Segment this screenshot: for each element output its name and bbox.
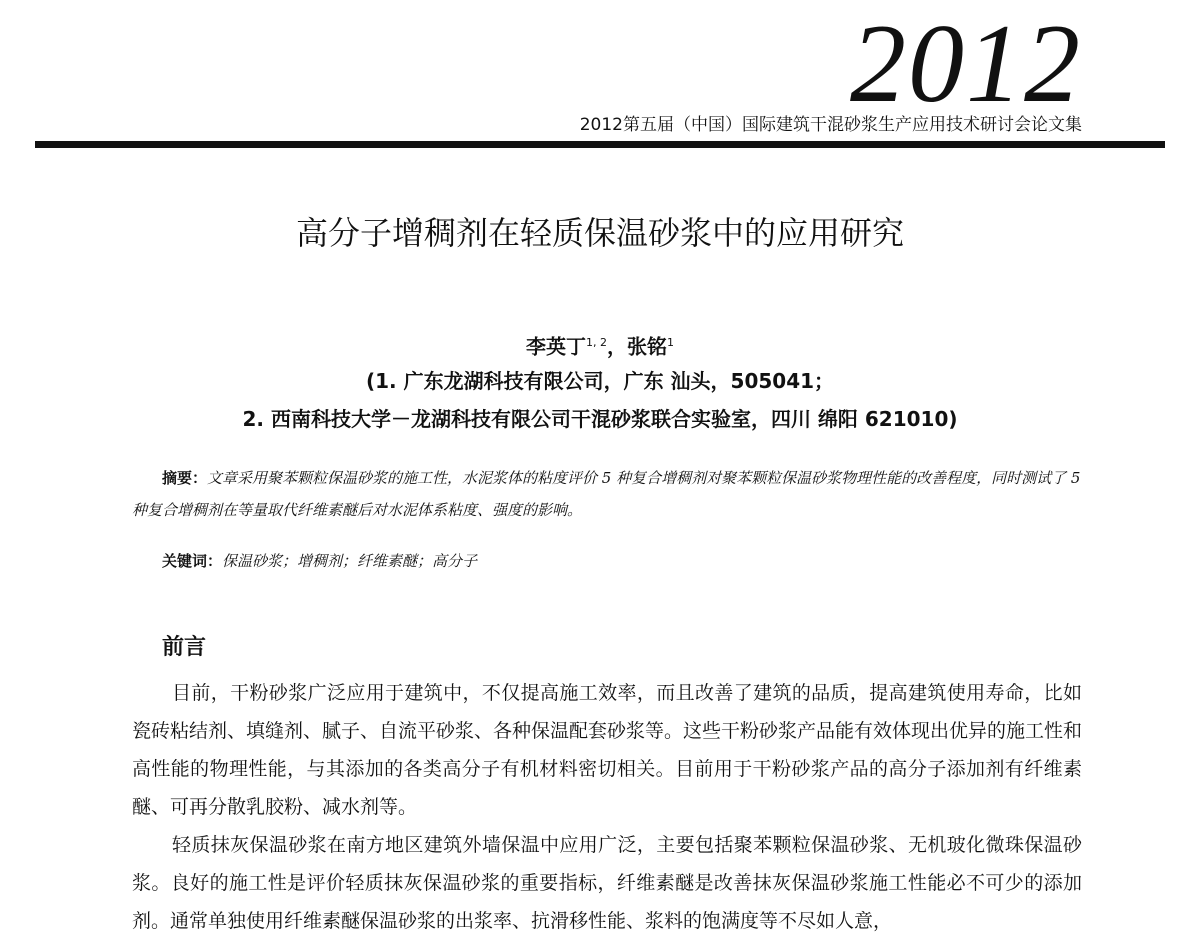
author-1-affiliation-mark: 1, 2: [586, 336, 607, 349]
affiliation-2: 2. 西南科技大学－龙湖科技有限公司干混砂浆联合实验室，四川 绵阳 621010): [242, 407, 958, 431]
section-heading-preface: 前言: [162, 635, 207, 660]
abstract-text: 文章采用聚苯颗粒保温砂浆的施工性，水泥浆体的粘度评价 5 种复合增稠剂对聚苯颗粒保温砂浆物理性能的改善程度，同时测试了 5 种复合增稠剂在等量取代纤维素醚后对水泥体系粘度、强度的影响。: [132, 469, 1081, 519]
author-2-affiliation-mark: 1: [667, 336, 674, 349]
body-paragraph-1: 目前，干粉砂浆广泛应用于建筑中，不仅提高施工效率，而且改善了建筑的品质，提高建筑使用寿命，比如瓷砖粘结剂、填缝剂、腻子、自流平砂浆、各种保温配套砂浆等。这些干粉砂浆产品能有效体现出优异的施工性和高性能的物理性能，与其添加的各类高分子有机材料密切相关。目前用于干粉砂浆产品的高分子添加剂有纤维素醚、可再分散乳胶粉、减水剂等。: [132, 682, 1083, 818]
abstract: [132, 462, 1082, 526]
author-1-name: 李英丁: [526, 334, 586, 359]
body-paragraph-2: 轻质抹灰保温砂浆在南方地区建筑外墙保温中应用广泛，主要包括聚苯颗粒保温砂浆、无机玻化微珠保温砂浆。良好的施工性是评价轻质抹灰保温砂浆的重要指标，纤维素醚是改善抹灰保温砂浆施工性能必不可少的添加剂。通常单独使用纤维素醚保温砂浆的出浆率、抗滑移性能、浆料的饱满度等不尽如人意，: [132, 834, 1082, 932]
paper-title: 高分子增稠剂在轻质保温砂浆中的应用研究: [295, 214, 904, 252]
keywords-text: 保温砂浆；增稠剂；纤维素醚；高分子: [222, 552, 478, 570]
author-separator: ，: [607, 334, 627, 359]
header-rule: [35, 141, 1165, 148]
keywords: [162, 549, 477, 573]
keywords-label: 关键词：: [162, 552, 223, 570]
author-line: [0, 330, 1200, 360]
proceedings-title: 2012第五届（中国）国际建筑干混砂浆生产应用技术研讨会论文集: [579, 115, 1082, 135]
affiliation-1: (1. 广东龙湖科技有限公司，广东 汕头，505041；: [365, 369, 835, 393]
author-2-name: 张铭: [627, 334, 667, 359]
abstract-label: 摘要：: [162, 469, 208, 487]
header-year: 2012: [850, 2, 1082, 126]
